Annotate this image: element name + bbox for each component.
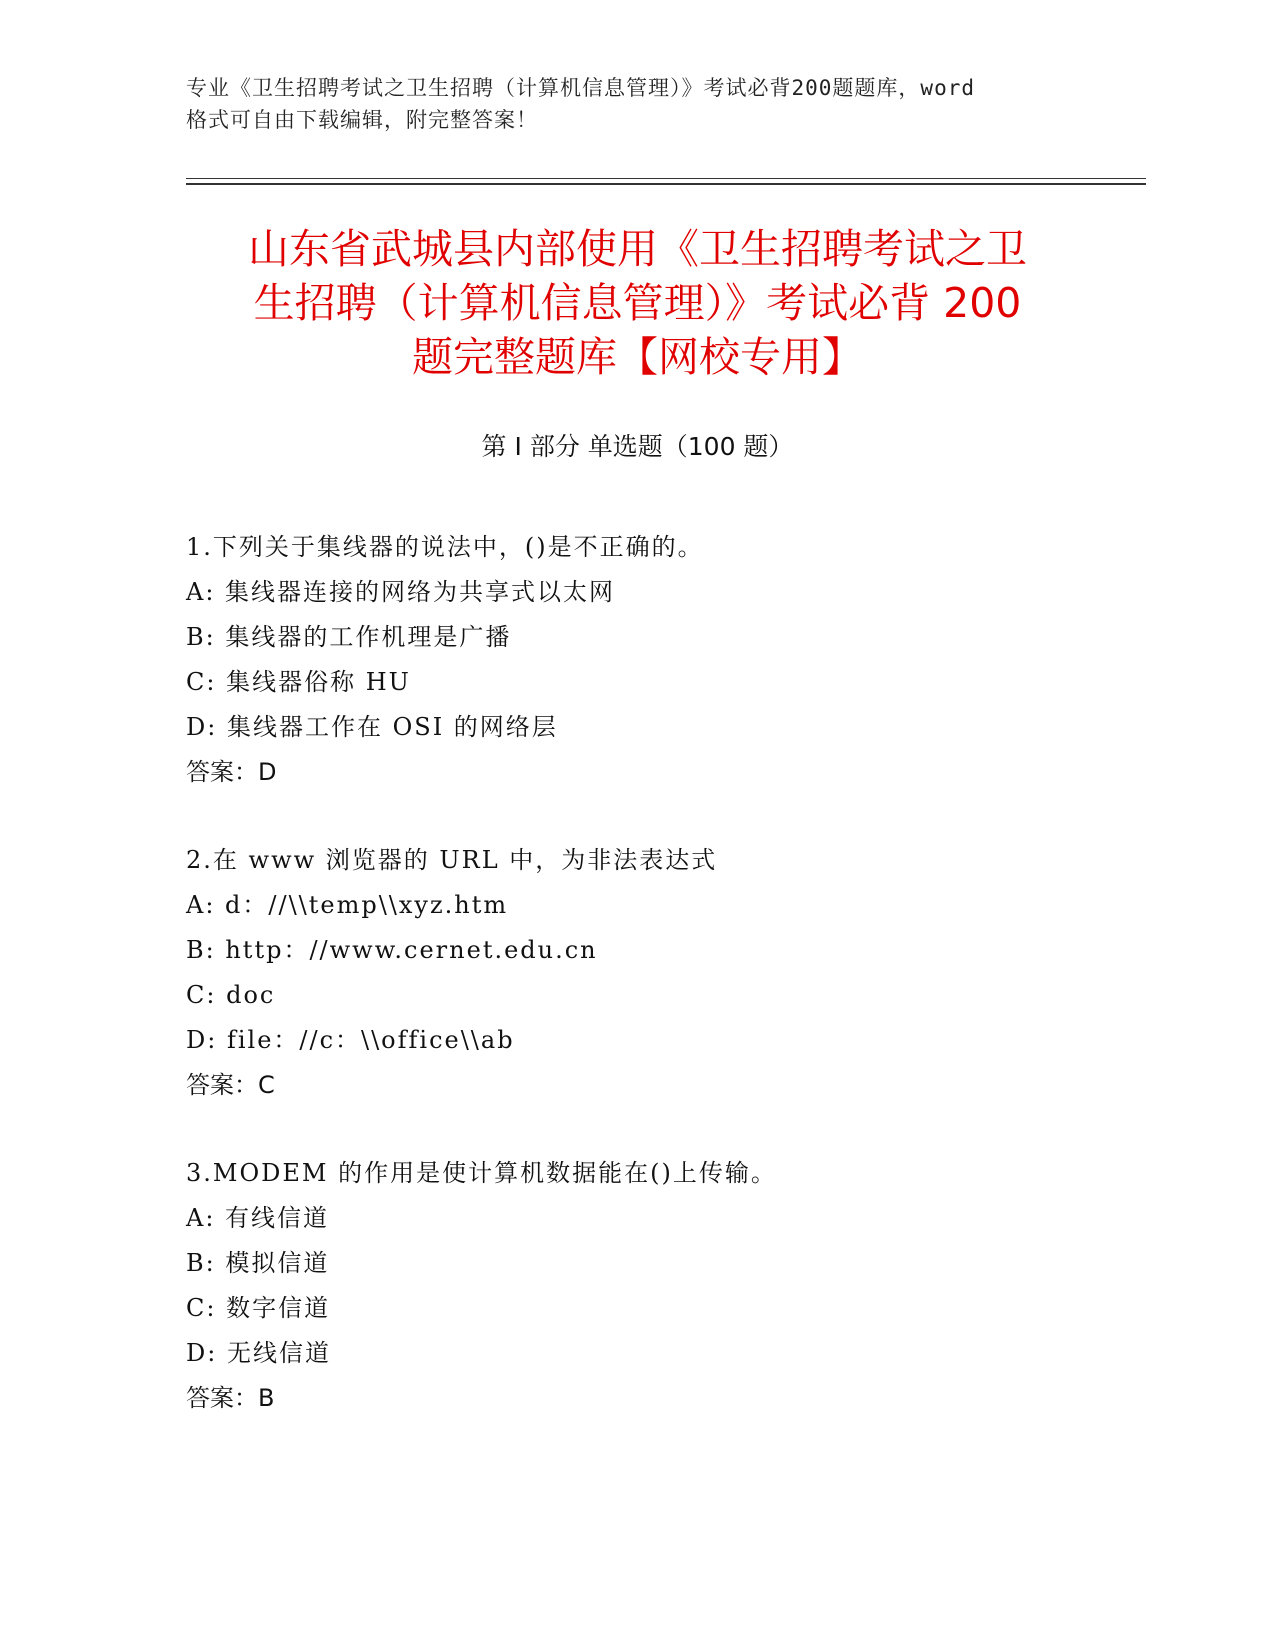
option-d: D: file：//c：\\office\\ab bbox=[186, 1026, 515, 1054]
document-title-line-3: 题完整题库【网校专用】 bbox=[412, 333, 863, 381]
option-d: D: 集线器工作在 OSI 的网络层 bbox=[186, 713, 558, 741]
document-title bbox=[180, 222, 1095, 384]
question-1 bbox=[186, 525, 1106, 795]
document-title-line-1: 山东省武城县内部使用《卫生招聘考试之卫 bbox=[248, 225, 1027, 273]
answer: 答案：B bbox=[186, 1384, 275, 1412]
question-list bbox=[186, 525, 1106, 1464]
header-note bbox=[186, 72, 1086, 136]
option-d: D: 无线信道 bbox=[186, 1339, 331, 1367]
option-b: B: http：//www.cernet.edu.cn bbox=[186, 936, 598, 964]
option-a: A: 集线器连接的网络为共享式以太网 bbox=[186, 578, 616, 606]
section-title: 第 I 部分 单选题（100 题） bbox=[481, 432, 794, 461]
option-a: A: d：//\\temp\\xyz.htm bbox=[186, 891, 509, 919]
answer: 答案：D bbox=[186, 758, 277, 786]
question-stem: 3.MODEM 的作用是使计算机数据能在()上传输。 bbox=[186, 1159, 777, 1187]
option-c: C: 集线器俗称 HU bbox=[186, 668, 411, 696]
option-b: B: 模拟信道 bbox=[186, 1249, 330, 1277]
header-divider-thin bbox=[186, 178, 1146, 179]
header-note-line-1: 专业《卫生招聘考试之卫生招聘（计算机信息管理）》考试必背200题题库，word bbox=[186, 76, 975, 100]
option-a: A: 有线信道 bbox=[186, 1204, 330, 1232]
question-2 bbox=[186, 838, 1106, 1108]
header-divider-thick bbox=[186, 183, 1146, 185]
option-c: C: doc bbox=[186, 981, 276, 1009]
question-3 bbox=[186, 1151, 1106, 1421]
header-note-line-2: 格式可自由下载编辑，附完整答案！ bbox=[186, 108, 538, 132]
question-stem: 2.在 www 浏览器的 URL 中，为非法表达式 bbox=[186, 846, 718, 874]
option-b: B: 集线器的工作机理是广播 bbox=[186, 623, 512, 651]
option-c: C: 数字信道 bbox=[186, 1294, 331, 1322]
question-stem: 1.下列关于集线器的说法中，()是不正确的。 bbox=[186, 533, 704, 561]
document-title-line-2: 生招聘（计算机信息管理）》考试必背 200 bbox=[253, 279, 1022, 327]
answer: 答案：C bbox=[186, 1071, 275, 1099]
